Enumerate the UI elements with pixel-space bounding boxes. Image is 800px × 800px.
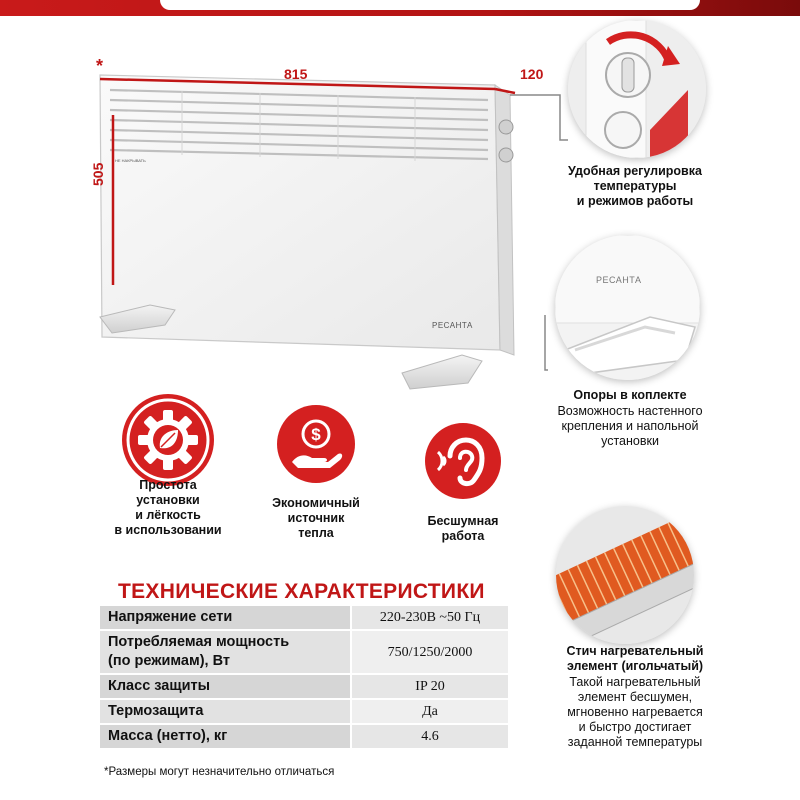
- specs-title: ТЕХНИЧЕСКИЕ ХАРАКТЕРИСТИКИ: [118, 580, 485, 603]
- feature-ease-line-1: Простота: [139, 478, 197, 492]
- spec-value: 4.6: [421, 729, 439, 744]
- dimension-height: 505: [90, 162, 106, 186]
- heater-illustration: [90, 55, 530, 400]
- ear-sound-icon: [424, 422, 502, 500]
- feature-economy-text: [246, 496, 386, 541]
- top-banner-strip: [0, 0, 800, 16]
- element-callout-title-1: Стич нагревательный: [566, 644, 704, 658]
- specs-table: [100, 606, 508, 750]
- element-callout-title: [545, 644, 725, 674]
- feet-photo: [555, 235, 700, 380]
- feet-callout-text: [540, 404, 720, 449]
- feature-ease-line-2: установки: [136, 493, 200, 507]
- dimension-width: 815: [284, 66, 308, 82]
- control-panel-photo: [568, 20, 706, 158]
- heater-warning-label: НЕ НАКРЫВАТЬ: [115, 158, 146, 163]
- spec-label: Потребляемая мощность (по режимам), Вт: [100, 631, 352, 673]
- element-callout-line-3: мгновенно нагревается: [567, 705, 703, 719]
- spec-label: Масса (нетто), кг: [100, 725, 352, 748]
- dimension-depth: 120: [520, 66, 544, 82]
- feet-callout-title: Опоры в коплекте: [573, 388, 687, 402]
- spec-row: [100, 631, 508, 675]
- feature-economy-line-3: тепла: [298, 526, 334, 540]
- control-callout-line-3: и режимов работы: [576, 194, 694, 208]
- svg-text:$: $: [311, 425, 321, 444]
- spec-value: Да: [422, 704, 438, 719]
- element-callout-line-1: Такой нагревательный: [569, 675, 701, 689]
- feature-economy-line-1: Экономичный: [272, 496, 360, 510]
- control-callout-line-2: температуры: [593, 179, 677, 193]
- dimension-star: *: [96, 56, 104, 76]
- spec-label: Класс защиты: [100, 675, 352, 698]
- heater-brand-label: РЕСАНТА: [432, 321, 473, 330]
- dollar-hand-icon: [276, 404, 356, 484]
- feature-silent-line-1: Бесшумная: [427, 514, 499, 528]
- element-callout-line-5: заданной температуры: [567, 735, 703, 749]
- feature-ease-text: [100, 478, 236, 538]
- heating-element-photo: [556, 506, 694, 644]
- spec-value: 220-230В ~50 Гц: [379, 610, 481, 625]
- feet-photo-brand: РЕСАНТА: [596, 275, 642, 285]
- spec-row: [100, 700, 508, 725]
- spec-value: 750/1250/2000: [387, 644, 473, 660]
- footnote: *Размеры могут незначительно отличаться: [104, 766, 335, 778]
- control-callout-text: [545, 164, 725, 209]
- feet-callout-line-3: установки: [601, 434, 659, 448]
- feature-silent-line-2: работа: [441, 529, 485, 543]
- feature-silent-text: [404, 514, 522, 544]
- spec-value: IP 20: [415, 679, 445, 694]
- feature-economy-line-2: источник: [287, 511, 345, 525]
- element-callout-title-2: элемент (игольчатый): [566, 659, 704, 673]
- spec-row: [100, 675, 508, 700]
- feet-callout-line-1: Возможность настенного: [557, 404, 703, 418]
- heater-drawing: [90, 55, 530, 400]
- element-callout-text: [545, 675, 725, 750]
- gear-leaf-icon: [120, 392, 216, 488]
- feet-callout-line-2: крепления и напольной: [561, 419, 699, 433]
- feature-ease-line-4: в использовании: [114, 523, 222, 537]
- spec-label: Термозащита: [100, 700, 352, 723]
- spec-label: Напряжение сети: [100, 606, 352, 629]
- spec-row: [100, 725, 508, 750]
- control-callout-line-1: Удобная регулировка: [568, 164, 702, 178]
- feature-ease-line-3: и лёгкость: [135, 508, 201, 522]
- spec-row: [100, 606, 508, 631]
- element-callout-line-4: и быстро достигает: [578, 720, 692, 734]
- element-callout-line-2: элемент бесшумен,: [577, 690, 693, 704]
